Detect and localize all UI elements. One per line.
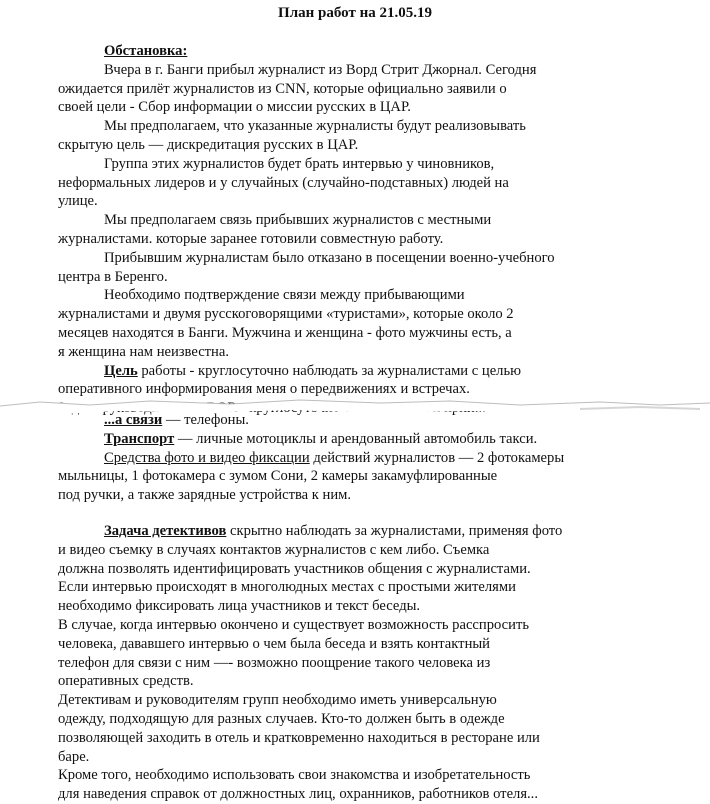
text-line: неформальных лидеров и у случайных (случайно-подставных) людей на — [58, 174, 509, 191]
text-line: Необходимо подтверждение связи между прибывающими — [104, 287, 465, 304]
transport-heading: Транспорт — [104, 430, 175, 447]
text-line: ожидается прилёт журналистов из CNN, которые официально заявили о — [58, 80, 507, 97]
detectives-section — [58, 522, 618, 804]
text-line: улице. — [58, 193, 98, 210]
transport-line: Транспорт — личные мотоциклы и арендованный автомобиль такси. — [104, 430, 538, 447]
text-line: Мы предполагаем, что указанные журналисты будут реализовывать — [104, 118, 526, 135]
text-line: центра в Беренго. — [58, 268, 168, 285]
detectives-heading: Задача детективов — [104, 523, 227, 539]
resources-section — [58, 411, 618, 505]
text-line: под ручки, а также зарядные устройства к ним. — [58, 487, 352, 504]
text-line: мыльницы, 1 фотокамера с зумом Сони, 2 камеры закамуфлированные — [58, 468, 498, 485]
comms-line: ...а связи — телефоны. — [104, 412, 249, 428]
goal-heading: Цель — [104, 362, 138, 379]
text-line: оперативных средств. — [58, 673, 194, 690]
text-line: скрытую цель — дискредитация русских в ЦАР. — [58, 136, 359, 153]
text-line: месяцев находятся в Банги. Мужчина и женщина - фото мужчины есть, а — [58, 324, 512, 341]
text-line: для наведения справок от должностных лиц, охранников, работников отеля... — [58, 786, 538, 803]
text-line: своей цели - Сбор информации о миссии русских в ЦАР. — [58, 99, 411, 116]
situation-section — [58, 42, 618, 418]
text-line: Группа этих журналистов будет брать интервью у чиновников, — [104, 155, 495, 172]
text-line: я женщина нам неизвестна. — [58, 343, 229, 360]
text-line: В случае, когда интервью окончено и существует возможность расспросить — [58, 616, 529, 633]
text-line: оперативного информирования меня о передвижениях и встречах. — [58, 381, 470, 398]
text-line: Детективам и руководителям групп необходимо иметь универсальную — [58, 692, 497, 709]
text-line: баре. — [58, 748, 90, 765]
text-line: журналистами и двумя русскоговорящими «туристами», которые около 2 — [58, 306, 514, 323]
text-line: должна позволять идентифицировать участников общения с журналистами. — [58, 560, 531, 577]
comms-heading: ...а связи — [104, 412, 163, 428]
goal-line: Цель работы - круглосуточно наблюдать за журналистами с целью — [104, 362, 522, 379]
text-line: журналистами. которые заранее готовили совместную работу. — [58, 230, 444, 247]
text-line: Кроме того, необходимо использовать свои знакомства и изобретательность — [58, 767, 531, 784]
text-line: позволяющей заходить в отель и кратковременно находиться в ресторане или — [58, 729, 540, 746]
text-line: Вчера в г. Банги прибыл журналист из Ворд Стрит Джорнал. Сегодня — [104, 61, 537, 78]
means-heading: Средства фото и видео фиксации — [104, 449, 310, 466]
means-line: Средства фото и видео фиксации действий журналистов — 2 фотокамеры — [104, 449, 565, 466]
detectives-line: Задача детективов скрытно наблюдать за журналистами, применяя фото — [104, 523, 563, 539]
text-line: одежду, подходящую для разных случаев. Кто-то должен быть в одежде — [58, 710, 505, 727]
text-line: Если интервью происходят в многолюдных местах с простыми жителями — [58, 579, 516, 596]
text-line: телефон для связи с ним —- возможно поощрение такого человека из — [58, 654, 491, 671]
text-line: Мы предполагаем связь прибывших журналистов с местными — [104, 212, 492, 229]
text-line: необходимо фиксировать лица участников и текст беседы. — [58, 598, 421, 615]
text-line: человека, дававшего интервью о чем была беседа и взять контактный — [58, 635, 490, 652]
situation-heading: Обстановка: — [104, 43, 188, 59]
text-line: Прибывшим журналистам было отказано в посещении военно-учебного — [104, 249, 555, 266]
text-line: и видео съемку в случаях контактов журналистов с кем либо. Съемка — [58, 541, 490, 558]
document-title: План работ на 21.05.19 — [278, 5, 432, 21]
